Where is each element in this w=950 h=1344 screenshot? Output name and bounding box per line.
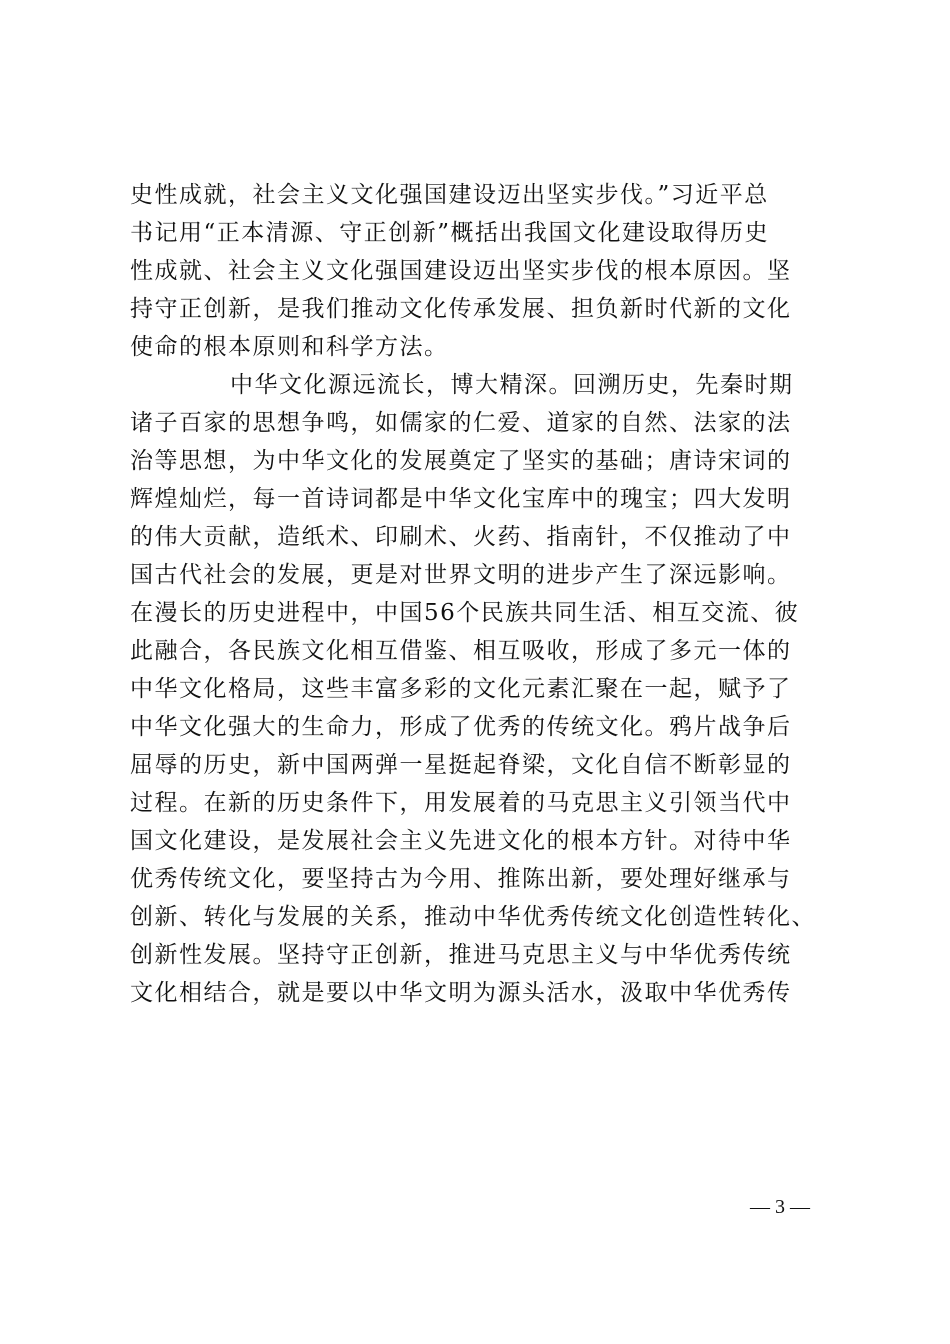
paragraph-1-line: 持守正创新，是我们推动文化传承发展、担负新时代新的文化 — [130, 296, 792, 322]
paragraph-1-line: 性成就、社会主义文化强国建设迈出坚实步伐的根本原因。坚 — [130, 258, 792, 284]
body-text — [130, 176, 820, 1012]
paragraph-2-line: 中华文化格局，这些丰富多彩的文化元素汇聚在一起，赋予了 — [130, 676, 792, 702]
paragraph-2-line: 优秀传统文化，要坚持古为今用、推陈出新，要处理好继承与 — [130, 866, 792, 892]
paragraph-2-line: 的伟大贡献，造纸术、印刷术、火药、指南针，不仅推动了中 — [130, 524, 792, 550]
paragraph-2-line: 治等思想，为中华文化的发展奠定了坚实的基础；唐诗宋词的 — [130, 448, 792, 474]
paragraph-2-line: 在漫长的历史进程中，中国56个民族共同生活、相互交流、彼 — [130, 600, 800, 626]
paragraph-2-line: 中华文化源远流长，博大精深。回溯历史，先秦时期 — [230, 372, 794, 398]
page-number: — 3 — — [750, 1196, 810, 1218]
paragraph-1-line: 书记用“正本清源、守正创新”概括出我国文化建设取得历史 — [130, 220, 770, 246]
paragraph-2-line: 此融合，各民族文化相互借鉴、相互吸收，形成了多元一体的 — [130, 638, 792, 664]
paragraph-2-line: 国文化建设，是发展社会主义先进文化的根本方针。对待中华 — [130, 828, 792, 854]
paragraph-2-line: 过程。在新的历史条件下，用发展着的马克思主义引领当代中 — [130, 790, 792, 816]
paragraph-1-line: 史性成就，社会主义文化强国建设迈出坚实步伐。”习近平总 — [130, 182, 769, 208]
paragraph-2-line: 诸子百家的思想争鸣，如儒家的仁爱、道家的自然、法家的法 — [130, 410, 792, 436]
paragraph-2-line: 辉煌灿烂，每一首诗词都是中华文化宝库中的瑰宝；四大发明 — [130, 486, 792, 512]
paragraph-2-line: 中华文化强大的生命力，形成了优秀的传统文化。鸦片战争后 — [130, 714, 792, 740]
paragraph-2-line: 创新、转化与发展的关系，推动中华优秀传统文化创造性转化、 — [130, 904, 816, 930]
paragraph-2-line: 国古代社会的发展，更是对世界文明的进步产生了深远影响。 — [130, 562, 792, 588]
paragraph-2-line: 文化相结合，就是要以中华文明为源头活水，汲取中华优秀传 — [130, 980, 792, 1006]
paragraph-2-line: 创新性发展。坚持守正创新，推进马克思主义与中华优秀传统 — [130, 942, 792, 968]
paragraph-1-line: 使命的根本原则和科学方法。 — [130, 334, 449, 360]
paragraph-2-line: 屈辱的历史，新中国两弹一星挺起脊梁，文化自信不断彰显的 — [130, 752, 792, 778]
